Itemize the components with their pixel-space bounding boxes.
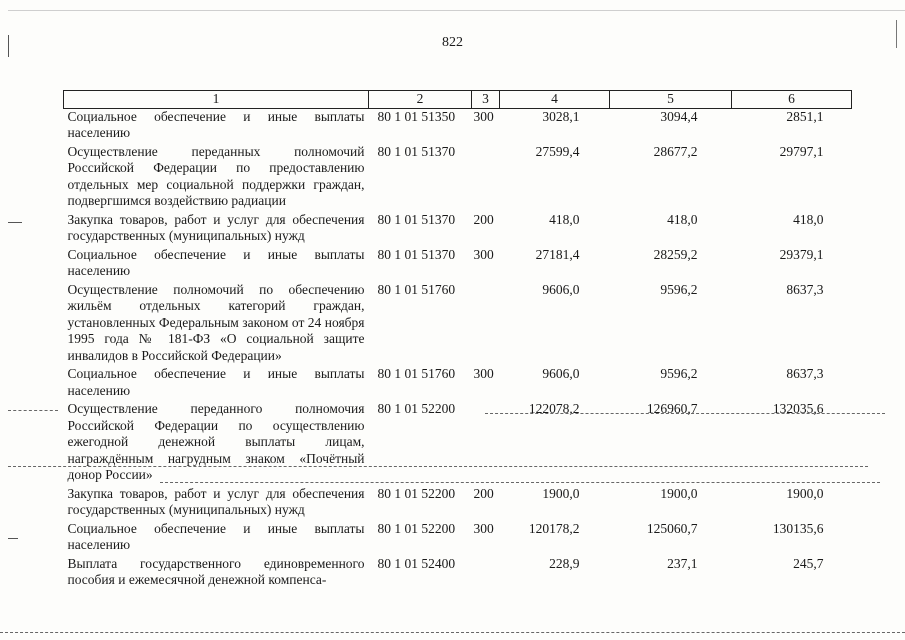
col-header-year1: 4 xyxy=(500,91,610,109)
row-value-year2: 9596,2 xyxy=(660,281,698,297)
scan-artifact xyxy=(8,410,58,411)
row-value-year1: 1900,0 xyxy=(542,485,580,501)
table-row xyxy=(64,282,852,367)
col-header-year2: 5 xyxy=(610,91,732,109)
row-value-year1: 9606,0 xyxy=(542,281,580,297)
scan-artifact xyxy=(160,482,880,483)
budget-table xyxy=(63,90,852,591)
row-code: 80 1 01 52400 xyxy=(377,555,456,571)
row-code: 80 1 01 51370 xyxy=(377,246,456,262)
row-value-year2: 9596,2 xyxy=(660,366,698,381)
row-value-year1: 3028,1 xyxy=(542,108,580,124)
row-code: 80 1 01 52200 xyxy=(377,401,456,416)
row-value-year1: 228,9 xyxy=(549,555,580,571)
table-row xyxy=(64,247,852,282)
row-name: Социальное обеспечение и иные выплаты населению xyxy=(67,108,365,140)
row-value-year1: 120178,2 xyxy=(528,520,580,536)
row-vr: 200 xyxy=(473,485,494,501)
row-code: 80 1 01 52200 xyxy=(377,520,456,536)
col-header-code: 2 xyxy=(369,91,472,109)
row-name: Социальное обеспечение и иные выплаты населению xyxy=(67,366,365,398)
row-vr: 300 xyxy=(473,366,494,381)
table-row xyxy=(64,521,852,556)
col-header-year3: 6 xyxy=(732,91,852,109)
row-value-year2: 28677,2 xyxy=(653,143,698,159)
row-value-year1: 122078,2 xyxy=(528,401,580,416)
row-code: 80 1 01 51760 xyxy=(377,281,456,297)
row-value-year3: 29797,1 xyxy=(779,143,824,159)
page-number: 822 xyxy=(442,35,463,50)
row-value-year2: 237,1 xyxy=(667,555,698,571)
row-value-year2: 1900,0 xyxy=(660,485,698,501)
row-value-year2: 418,0 xyxy=(667,211,698,227)
row-value-year1: 27599,4 xyxy=(535,143,580,159)
row-value-year3: 418,0 xyxy=(793,211,824,227)
row-value-year3: 132035,6 xyxy=(772,401,824,416)
table-row xyxy=(64,108,852,144)
row-name: Осуществление полномочий по обеспечению жильём отдельных категорий граждан, установленных Федеральным законом от 24 ноября 1995 года № 181-ФЗ «О социальной защите инвалидов в Российской Федерации» xyxy=(67,281,365,363)
col-header-name: 1 xyxy=(64,91,369,109)
row-code: 80 1 01 51370 xyxy=(377,211,456,227)
row-value-year3: 2851,1 xyxy=(786,108,824,124)
row-value-year1: 418,0 xyxy=(549,211,580,227)
row-name: Закупка товаров, работ и услуг для обеспечения государственных (муниципальных) нужд xyxy=(67,485,365,517)
table-row xyxy=(64,212,852,247)
scan-artifact xyxy=(8,466,868,467)
table-row xyxy=(64,144,852,212)
scan-artifact xyxy=(0,632,905,633)
row-vr: 300 xyxy=(473,520,494,536)
row-value-year3: 130135,6 xyxy=(772,520,824,536)
row-name: Выплата государственного единовременного пособия и ежемесячной денежной компенса- xyxy=(67,555,365,587)
row-vr xyxy=(472,144,500,212)
row-value-year3: 8637,3 xyxy=(786,281,824,297)
table-header-row xyxy=(64,91,852,109)
table-row xyxy=(64,486,852,521)
table-row xyxy=(64,366,852,401)
scan-edge-top xyxy=(8,10,905,11)
row-value-year3: 29379,1 xyxy=(779,246,824,262)
row-value-year3: 1900,0 xyxy=(786,485,824,501)
row-code: 80 1 01 51350 xyxy=(377,108,456,124)
row-value-year2: 3094,4 xyxy=(660,108,698,124)
row-name: Осуществление переданных полномочий Российской Федерации по предоставлению отдельных мер социальной поддержки граждан, подвергшимся воздействию радиации xyxy=(67,143,365,208)
scan-artifact xyxy=(8,538,18,539)
row-code: 80 1 01 52200 xyxy=(377,485,456,501)
row-value-year1: 27181,4 xyxy=(535,246,580,262)
row-value-year3: 8637,3 xyxy=(786,366,824,381)
row-value-year2: 28259,2 xyxy=(653,246,698,262)
row-name: Социальное обеспечение и иные выплаты населению xyxy=(67,246,365,278)
col-header-vr: 3 xyxy=(472,91,500,109)
row-value-year2: 125060,7 xyxy=(646,520,698,536)
row-vr: 300 xyxy=(473,246,494,262)
row-vr: 200 xyxy=(473,211,494,227)
row-name: Социальное обеспечение и иные выплаты населению xyxy=(67,520,365,552)
row-code: 80 1 01 51760 xyxy=(377,366,456,381)
row-value-year3: 245,7 xyxy=(793,555,824,571)
table-row xyxy=(64,556,852,591)
row-value-year1: 9606,0 xyxy=(542,366,580,381)
row-vr xyxy=(472,282,500,367)
row-name: Закупка товаров, работ и услуг для обеспечения государственных (муниципальных) нужд xyxy=(67,211,365,243)
scan-artifact xyxy=(485,413,885,414)
table-body xyxy=(64,108,852,591)
row-code: 80 1 01 51370 xyxy=(377,143,456,159)
row-vr xyxy=(472,556,500,591)
row-name: Осуществление переданного полномочия Российской Федерации по осуществлению ежегодной денежной выплаты лицам, награждённым нагрудным знаком «Почётный донор России» xyxy=(67,401,365,482)
row-vr: 300 xyxy=(473,108,494,124)
scan-artifact xyxy=(8,222,22,223)
row-value-year2: 126960,7 xyxy=(646,401,698,416)
